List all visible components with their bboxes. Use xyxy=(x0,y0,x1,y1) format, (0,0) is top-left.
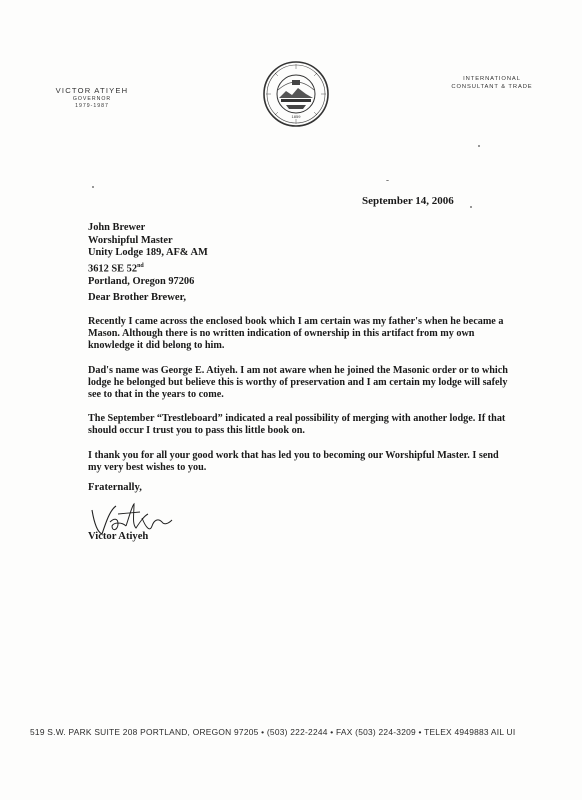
letterhead-left xyxy=(52,86,132,109)
closing: Fraternally, xyxy=(88,482,142,493)
letterhead-right-line2: CONSULTANT & TRADE xyxy=(451,84,533,90)
letterhead-title: GOVERNOR xyxy=(72,96,112,102)
paragraph-2: Dad's name was George E. Atiyeh. I am not aware when he joined the Masonic order or to which lodge he belonged but believe this is worthy of preservation and I am certain my lodge will safely see to that in the years to come. xyxy=(88,365,508,401)
paper-speck xyxy=(478,145,480,147)
paper-speck xyxy=(386,180,389,181)
recipient-street: 3612 SE 52 xyxy=(88,263,138,275)
salutation: Dear Brother Brewer, xyxy=(88,292,186,303)
svg-text:1859: 1859 xyxy=(291,114,301,119)
paragraph-1: Recently I came across the enclosed book which I am certain was my father's when he became a Mason. Although there is no written indication of ownership in this artifact from my own knowledge it did belong to him. xyxy=(88,316,504,352)
letterhead-footer: 519 S.W. PARK SUITE 208 PORTLAND, OREGON 97205 • (503) 222-2244 • FAX (503) 224-3209 • TELEX 4949883 AIL UI xyxy=(30,727,516,737)
paper-speck xyxy=(470,206,472,208)
recipient-title: Worshipful Master xyxy=(88,234,173,246)
recipient-street-line xyxy=(88,260,208,276)
oregon-state-seal-icon xyxy=(262,60,330,128)
signer-name: Victor Atiyeh xyxy=(88,531,149,542)
recipient-city: Portland, Oregon 97206 xyxy=(88,275,195,287)
paragraph-3: The September “Trestleboard” indicated a real possibility of merging with another lodge. If that should occur I trust you to pass this little book on. xyxy=(88,413,506,437)
letterhead-right-line1: INTERNATIONAL xyxy=(463,76,521,82)
recipient-lodge: Unity Lodge 189, AF& AM xyxy=(88,247,208,259)
letter-date: September 14, 2006 xyxy=(362,195,454,207)
letterhead-years: 1979-1987 xyxy=(75,103,109,109)
letterhead-right xyxy=(450,75,534,91)
recipient-street-suffix: nd xyxy=(137,262,144,269)
paper-speck xyxy=(92,186,94,188)
paragraph-4: I thank you for all your good work that has led you to becoming our Worshipful Master. I send my very best wishes to you. xyxy=(88,450,499,474)
recipient-address xyxy=(88,222,208,288)
recipient-name: John Brewer xyxy=(88,222,146,233)
letterhead-name: VICTOR ATIYEH xyxy=(55,86,129,95)
